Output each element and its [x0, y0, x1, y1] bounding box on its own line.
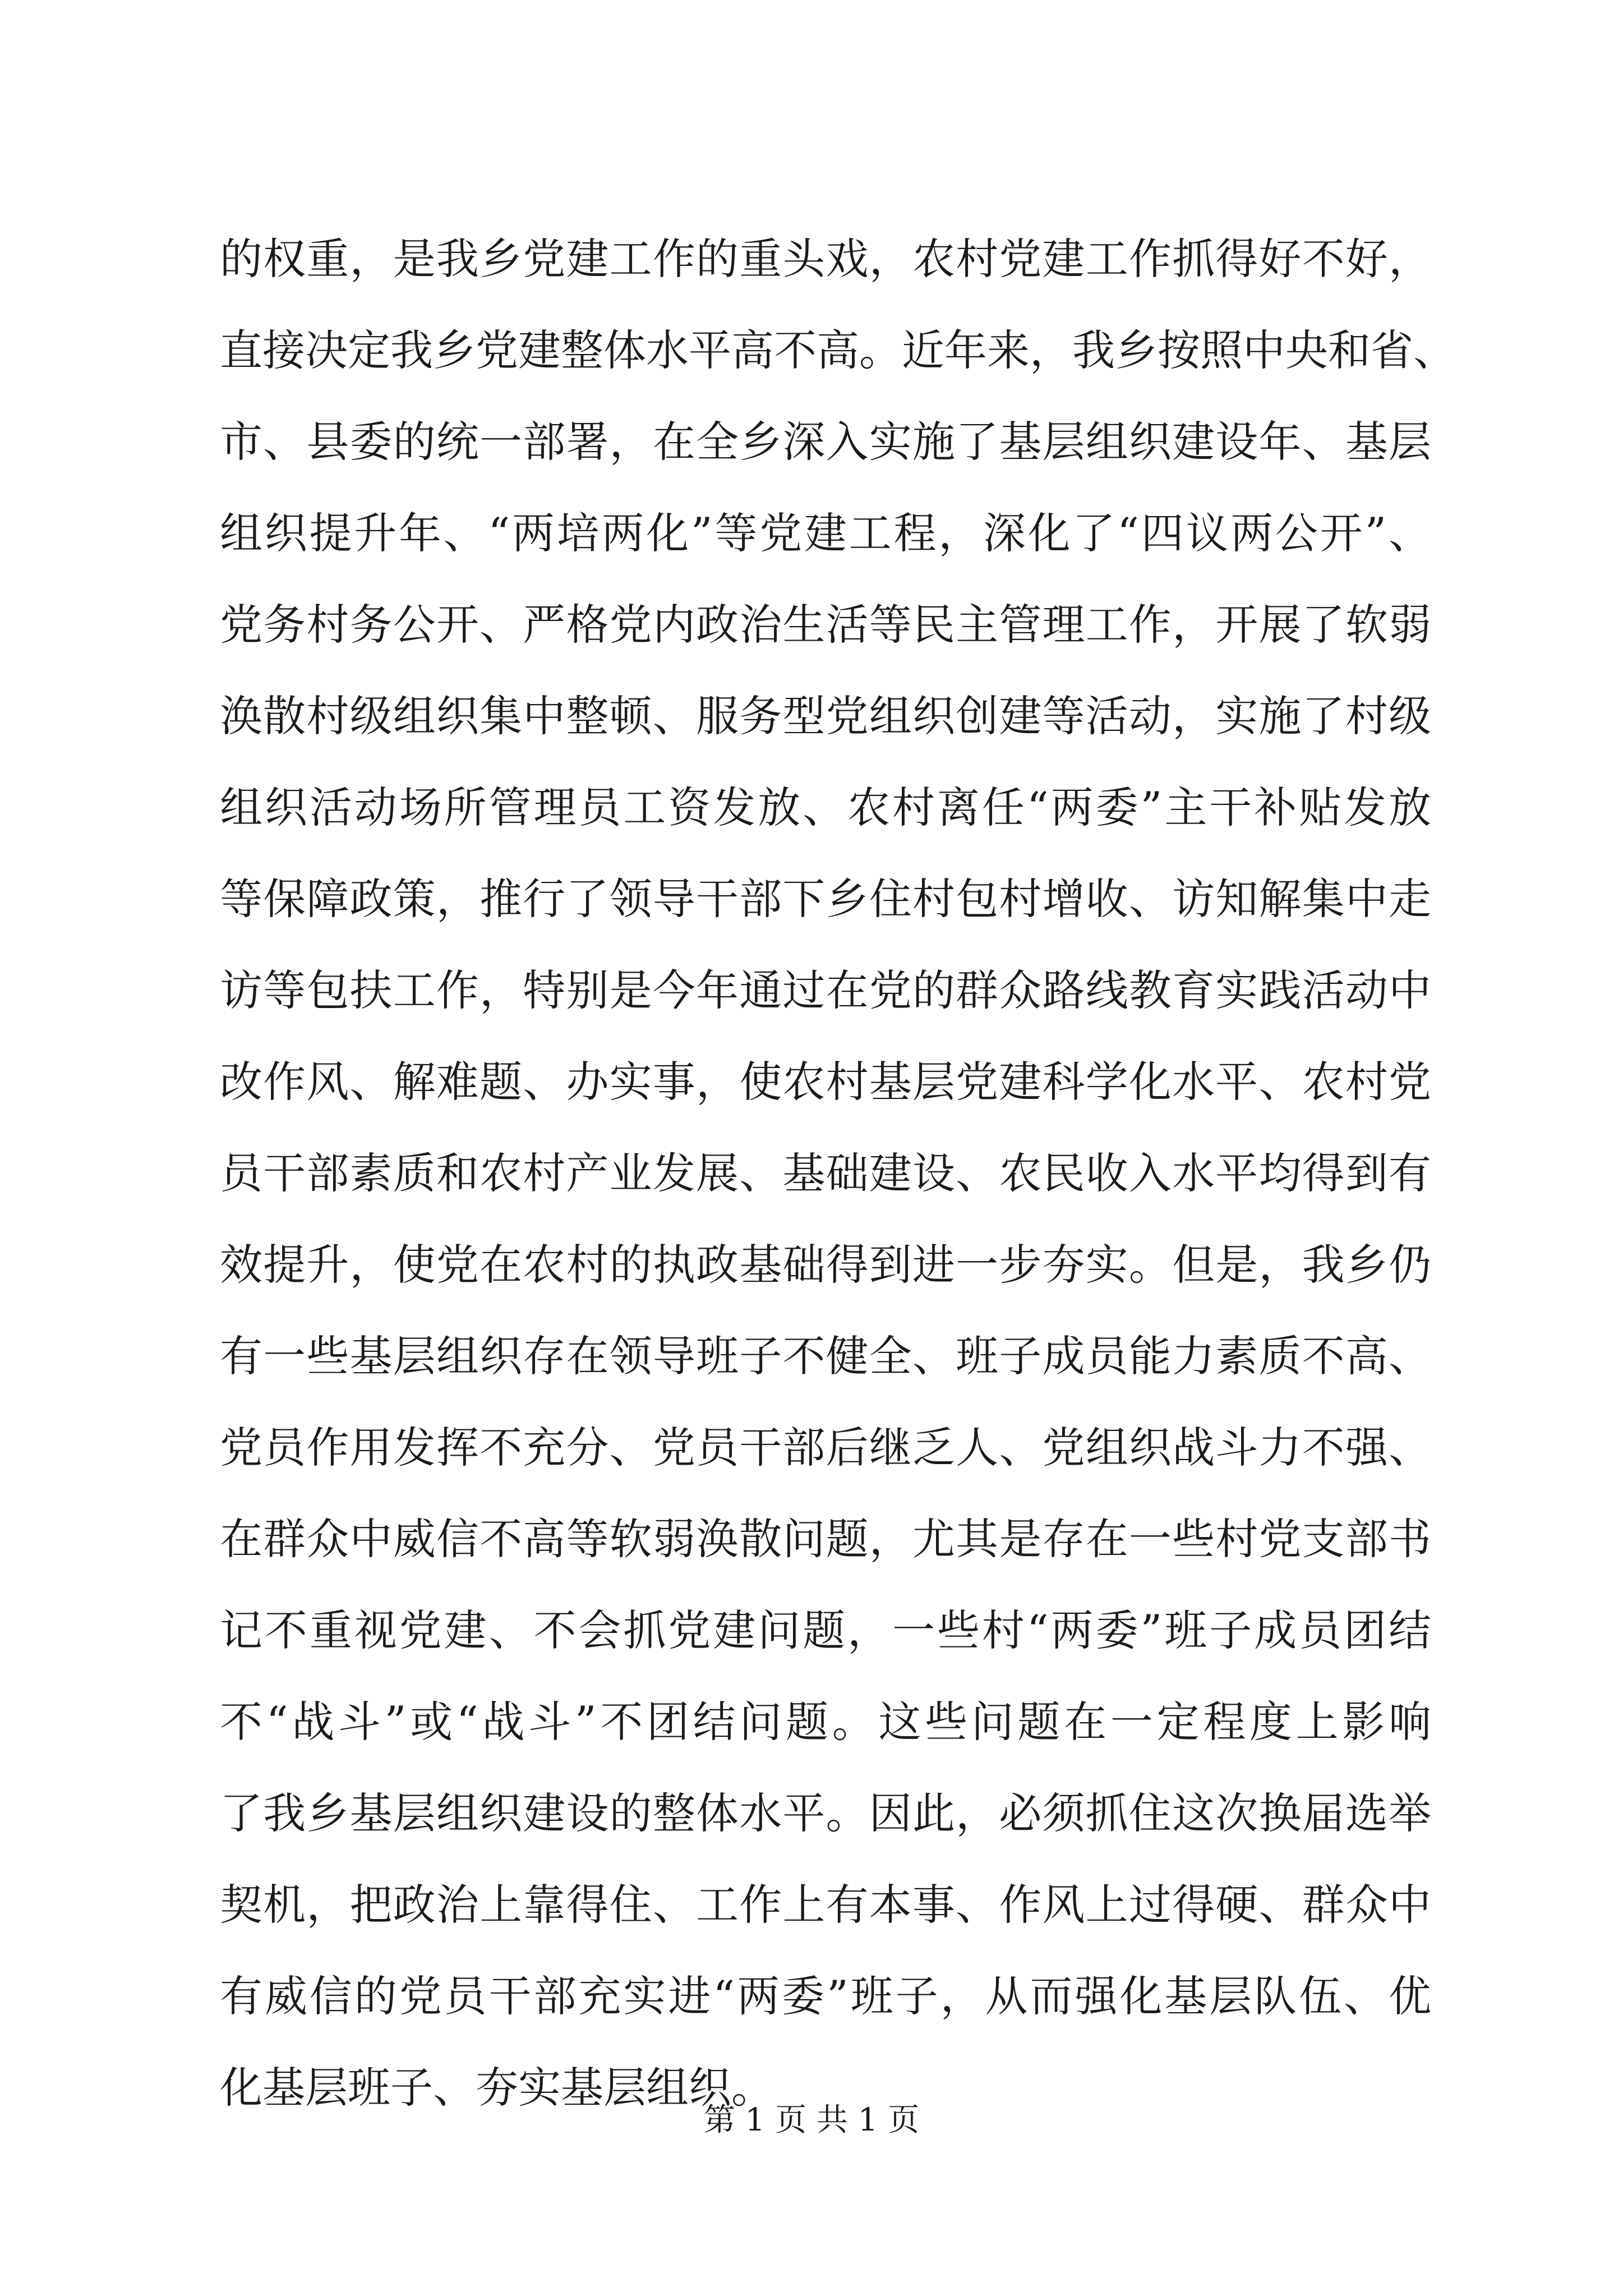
text-line: 市、县委的统一部署，在全乡深入实施了基层组织建设年、基层	[220, 417, 1431, 467]
text-line: 党员作用发挥不充分、党员干部后继乏人、党组织战斗力不强、	[220, 1423, 1431, 1473]
text-line: 等保障政策，推行了领导干部下乡住村包村增收、访知解集中走	[220, 874, 1431, 924]
text-line: 效提升，使党在农村的执政基础得到进一步夯实。但是，我乡仍	[220, 1240, 1431, 1290]
text-line: 党务村务公开、严格党内政治生活等民主管理工作，开展了软弱	[220, 600, 1431, 650]
text-line: 契机，把政治上靠得住、工作上有本事、作风上过得硬、群众中	[220, 1880, 1431, 1930]
text-line: 员干部素质和农村产业发展、基础建设、农民收入水平均得到有	[220, 1148, 1431, 1198]
text-line: 涣散村级组织集中整顿、服务型党组织创建等活动，实施了村级	[220, 691, 1431, 741]
text-line: 有一些基层组织存在领导班子不健全、班子成员能力素质不高、	[220, 1331, 1431, 1381]
text-line: 了我乡基层组织建设的整体水平。因此，必须抓住这次换届选举	[220, 1788, 1431, 1838]
body-paragraph	[220, 213, 1456, 2133]
text-line: 有威信的党员干部充实进“两委”班子，从而强化基层队伍、优	[220, 1971, 1431, 2021]
text-line-last: 化基层班子、夯实基层组织。	[220, 2063, 774, 2113]
text-line: 组织活动场所管理员工资发放、农村离任“两委”主干补贴发放	[220, 783, 1431, 832]
text-line: 记不重视党建、不会抓党建问题，一些村“两委”班子成员团结	[220, 1605, 1431, 1655]
text-line: 访等包扶工作，特别是今年通过在党的群众路线教育实践活动中	[220, 965, 1431, 1015]
text-line: 在群众中威信不高等软弱涣散问题，尤其是存在一些村党支部书	[220, 1514, 1431, 1564]
text-line: 不“战斗”或“战斗”不团结问题。这些问题在一定程度上影响	[220, 1697, 1431, 1747]
text-line: 组织提升年、“两培两化”等党建工程，深化了“四议两公开”、	[220, 508, 1431, 558]
page-number-label: 第 1 页 共 1 页	[703, 2102, 920, 2138]
text-line: 改作风、解难题、办实事，使农村基层党建科学化水平、农村党	[220, 1057, 1431, 1107]
text-line: 直接决定我乡党建整体水平高不高。近年来，我乡按照中央和省、	[220, 325, 1456, 375]
page-footer	[0, 2098, 1623, 2143]
text-line: 的权重，是我乡党建工作的重头戏，农村党建工作抓得好不好，	[220, 234, 1431, 284]
